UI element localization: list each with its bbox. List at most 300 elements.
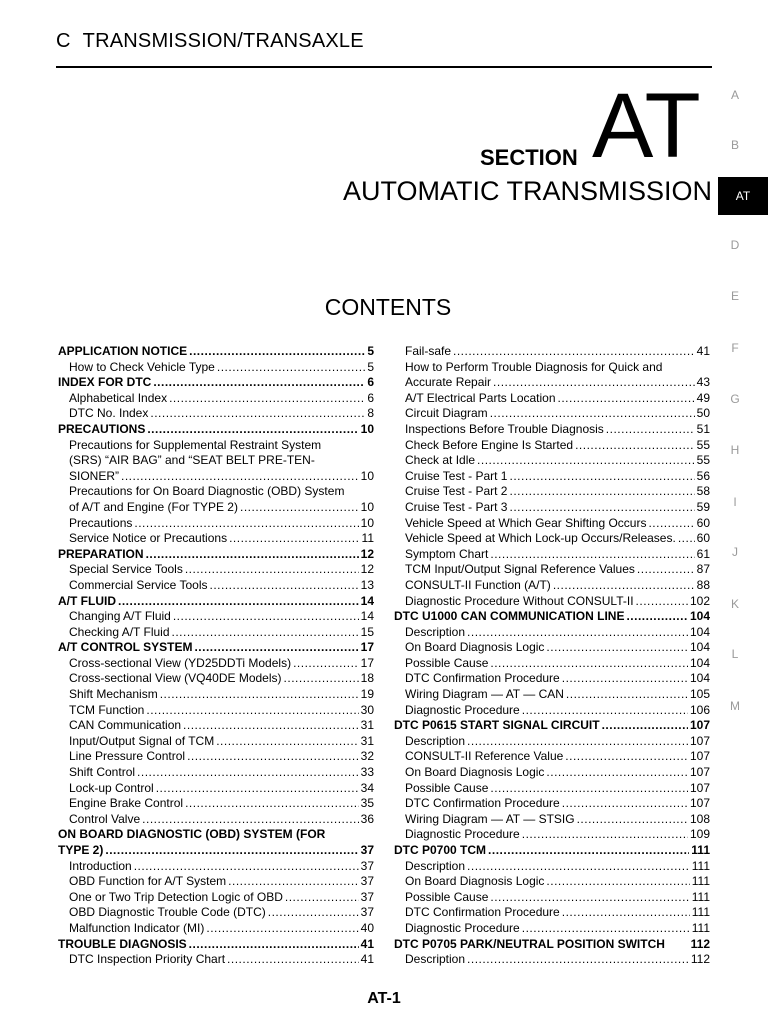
toc-entry[interactable] [58,391,374,407]
header-rule [56,66,712,68]
toc-entry-title: Cruise Test - Part 2 [405,484,508,499]
toc-entry-page: 104 [689,624,710,639]
toc-entry-page: 33 [360,765,374,780]
tab-k[interactable]: K [730,597,739,611]
toc-entry-title: Description [405,624,466,639]
toc-entry-page: 10 [360,468,374,483]
toc-entry[interactable] [58,843,374,859]
toc-entry[interactable] [58,734,374,750]
toc-entry-title: Malfunction Indicator (MI) [69,920,205,935]
toc-entry[interactable] [58,594,374,610]
dot-leader [626,609,688,625]
toc-entry[interactable] [394,671,710,687]
toc-entry-line: Precautions for On Board Diagnostic (OBD) System [69,484,345,499]
section-code: AT [592,75,699,177]
toc-entry-page: 37 [360,889,374,904]
tab-i[interactable]: I [733,495,737,509]
dot-leader [522,827,688,843]
toc-entry-title: Inspections Before Trouble Diagnosis [405,421,604,436]
toc-entry[interactable] [58,625,374,641]
toc-entry-page: 108 [689,811,710,826]
toc-entry-page: 41 [696,344,710,358]
toc-entry[interactable] [58,890,374,906]
toc-entry[interactable] [394,796,710,812]
toc-entry[interactable] [394,438,710,454]
toc-entry-page: 102 [689,593,710,608]
toc-entry-page: 58 [696,484,710,499]
toc-entry-title: TYPE 2) [58,843,104,857]
toc-entry-title: One or Two Trip Detection Logic of OBD [69,889,283,904]
toc-entry[interactable] [394,469,710,485]
toc-entry-title: Cruise Test - Part 3 [405,499,508,514]
dot-leader [477,453,695,469]
toc-entry-page: 105 [689,687,710,702]
dot-leader [467,859,690,875]
toc-entry-page: 107 [689,718,710,733]
section-label: SECTION [480,145,578,170]
toc-entry[interactable] [394,812,710,828]
toc-entry-page: 35 [360,796,374,811]
toc-entry-page: 19 [360,687,374,702]
toc-entry[interactable] [394,640,710,656]
toc-entry-page: 13 [360,577,374,592]
toc-entry[interactable] [58,360,374,376]
toc-entry[interactable] [58,921,374,937]
dot-leader [636,594,688,610]
toc-entry-title: Introduction [69,858,132,873]
dot-leader [566,687,688,703]
toc-entry-title: On Board Diagnosis Logic [405,640,545,655]
toc-entry[interactable] [58,874,374,890]
toc-entry-page: 17 [360,640,374,655]
dot-leader [134,516,358,532]
dot-leader [172,625,359,641]
toc-entry-title: Cross-sectional View (VQ40DE Models) [69,671,282,686]
toc-entry[interactable] [394,952,710,968]
dot-leader [509,469,694,485]
toc-entry-page: 12 [360,562,374,577]
toc-entry-page: 59 [696,499,710,514]
toc-entry-title: Possible Cause [405,889,489,904]
toc-entry-title: Service Notice or Precautions [69,531,228,546]
tab-l[interactable]: L [731,647,739,661]
toc-entry[interactable] [58,781,374,797]
dot-leader [153,375,365,391]
tab-a[interactable]: A [730,88,739,102]
toc-entry-title: Special Service Tools [69,562,183,577]
toc-entry-title: Possible Cause [405,655,489,670]
toc-entry-title: Diagnostic Procedure [405,702,520,717]
toc-entry-title: Commercial Service Tools [69,577,208,592]
toc-entry[interactable] [394,375,710,391]
dot-leader [146,547,359,563]
toc-entry-title: A/T FLUID [58,593,116,608]
toc-entry[interactable] [394,453,710,469]
toc-entry[interactable] [58,469,374,485]
dot-leader [121,469,359,485]
toc-entry[interactable] [58,422,374,438]
toc-entry-title: Checking A/T Fluid [69,624,170,639]
toc-entry[interactable] [394,516,710,532]
toc-entry[interactable] [58,640,374,656]
toc-entry-page: 111 [691,889,710,904]
tab-j[interactable]: J [732,545,738,559]
toc-entry[interactable] [58,937,374,953]
toc-entry[interactable] [394,765,710,781]
toc-entry-page: 51 [696,421,710,436]
toc-entry-page: 107 [689,749,710,764]
toc-entry[interactable] [58,375,374,391]
toc-entry-title: Cross-sectional View (YD25DDTi Models) [69,655,292,670]
dot-leader [565,749,688,765]
toc-entry[interactable] [58,656,374,672]
toc-entry-title: SIONER” [69,468,120,483]
toc-entry[interactable] [394,609,710,625]
toc-entry-page: 50 [696,406,710,421]
toc-entry-title: PRECAUTIONS [58,421,146,436]
toc-entry-page: 104 [689,609,710,624]
dot-leader [227,952,359,968]
toc-entry-page: 112 [690,952,710,967]
toc-entry[interactable] [394,547,710,563]
toc-entry-title: DTC P0705 PARK/NEUTRAL POSITION SWITCH [394,936,665,951]
tab-g[interactable]: G [730,392,740,406]
dot-leader [493,375,695,391]
toc-entry-page: 60 [696,531,710,546]
toc-entry-title: A/T CONTROL SYSTEM [58,640,193,655]
dot-leader [228,874,358,890]
toc-entry-title: DTC Confirmation Procedure [405,671,560,686]
toc-entry[interactable] [394,391,710,407]
toc-entry[interactable] [394,578,710,594]
toc-entry-title: Changing A/T Fluid [69,609,171,624]
toc-entry[interactable] [394,656,710,672]
dot-leader [210,578,359,594]
toc-entry[interactable] [58,531,374,547]
dot-leader [467,952,689,968]
toc-entry[interactable] [394,734,710,750]
dot-leader [206,921,358,937]
toc-entry-page: 41 [360,952,374,967]
toc-entry[interactable] [58,859,374,875]
dot-leader [137,765,359,781]
dot-leader [142,812,358,828]
toc-entry-title: Shift Control [69,765,136,780]
toc-entry[interactable] [394,921,710,937]
toc-entry-page: 11 [361,531,374,546]
toc-entry-title: CAN Communication [69,718,182,733]
toc-entry-page: 111 [691,905,710,920]
dot-leader [637,562,695,578]
dot-leader [453,344,695,360]
toc-entry-title: INDEX FOR DTC [58,375,152,390]
toc-entry[interactable] [394,843,710,859]
dot-leader [488,843,689,859]
toc-entry[interactable] [58,516,374,532]
dot-leader [229,531,359,547]
toc-entry-page: 10 [360,421,374,436]
toc-entry[interactable] [394,718,710,734]
toc-entry[interactable] [58,562,374,578]
toc-entry[interactable] [58,500,374,516]
toc-entry[interactable] [58,796,374,812]
toc-entry[interactable] [58,671,374,687]
dot-leader [293,656,359,672]
toc-entry-page: 30 [360,702,374,717]
toc-entry-title: Shift Mechanism [69,687,158,702]
dot-leader [553,578,695,594]
toc-entry-page: 37 [360,905,374,920]
toc-entry-title: Circuit Diagram [405,406,488,421]
toc-entry-title: DTC Confirmation Procedure [405,905,560,920]
dot-leader [150,406,365,422]
dot-leader [146,703,358,719]
toc-entry-title: Accurate Repair [405,375,492,390]
toc-entry-page: 10 [360,515,374,530]
dot-leader [285,890,359,906]
tab-at[interactable]: AT [718,177,768,215]
toc-entry-title: Vehicle Speed at Which Lock-up Occurs/Releases. [405,531,676,546]
tab-m[interactable]: M [730,699,740,713]
toc-entry-title: Check Before Engine Is Started [405,437,574,452]
toc-entry[interactable] [58,812,374,828]
toc-entry-title: DTC U1000 CAN COMMUNICATION LINE [394,609,625,624]
toc-entry-title: Possible Cause [405,780,489,795]
toc-entry-page: 41 [360,936,374,951]
toc-entry[interactable] [394,625,710,641]
toc-entry-page: 107 [689,796,710,811]
toc-entry[interactable] [394,703,710,719]
toc-entry-title: Wiring Diagram — AT — STSIG [405,811,575,826]
toc-entry[interactable] [394,484,710,500]
toc-entry-page: 107 [689,765,710,780]
toc-entry-page: 15 [360,624,374,639]
toc-entry-page: 37 [360,858,374,873]
dot-leader [490,781,688,797]
toc-entry[interactable] [394,594,710,610]
dot-leader [546,765,688,781]
page-number: AT-1 [367,990,401,1007]
toc-entry-title: OBD Diagnostic Trouble Code (DTC) [69,905,266,920]
chapter-heading [56,30,364,53]
dot-leader [606,422,695,438]
toc-entry[interactable] [394,749,710,765]
toc-entry-title: On Board Diagnosis Logic [405,874,545,889]
toc-entry-line: How to Perform Trouble Diagnosis for Quick and [405,359,663,374]
dot-leader [187,749,359,765]
toc-entry[interactable] [58,703,374,719]
toc-entry-page: 40 [360,920,374,935]
toc-entry-line: Precautions for Supplemental Restraint System [69,437,322,452]
chapter-title: TRANSMISSION/TRANSAXLE [82,30,364,52]
toc-entry-title: APPLICATION NOTICE [58,344,188,358]
toc-entry[interactable] [394,406,710,422]
dot-leader [147,422,358,438]
toc-entry-title: Symptom Chart [405,546,489,561]
toc-entry-page: 34 [360,780,374,795]
toc-entry-title: Alphabetical Index [69,390,168,405]
dot-leader [509,484,694,500]
toc-entry[interactable] [58,905,374,921]
toc-entry-title: OBD Function for A/T System [69,874,227,889]
toc-entry[interactable] [58,344,374,360]
tab-f[interactable]: F [731,341,739,355]
toc-entry-page: 60 [696,515,710,530]
dot-leader [194,640,358,656]
toc-entry-page: 5 [367,344,374,358]
tab-b[interactable]: B [730,138,739,152]
toc-entry[interactable] [58,687,374,703]
toc-entry-page: 55 [696,437,710,452]
contents-title: CONTENTS [324,294,452,320]
toc-entry[interactable] [394,859,710,875]
toc-entry-page: 17 [360,655,374,670]
toc-entry-title: of A/T and Engine (For TYPE 2) [69,499,238,514]
toc-entry-title: Description [405,952,466,967]
dot-leader [577,812,688,828]
toc-entry-title: TCM Input/Output Signal Reference Values [405,562,635,577]
dot-leader [490,656,688,672]
tab-d[interactable]: D [730,238,740,252]
toc-entry-page: 32 [360,749,374,764]
toc-entry-page: 104 [689,671,710,686]
toc-entry-title: Diagnostic Procedure Without CONSULT-II [405,593,634,608]
toc-entry-page: 37 [360,843,374,857]
dot-leader [217,360,365,376]
toc-entry-title: Diagnostic Procedure [405,827,520,842]
toc-entry[interactable] [394,905,710,921]
dot-leader [185,562,359,578]
toc-entry-line: ON BOARD DIAGNOSTIC (OBD) SYSTEM (FOR [58,827,326,842]
dot-leader [546,640,688,656]
toc-entry-title: CONSULT-II Function (A/T) [405,577,551,592]
toc-entry[interactable] [58,547,374,563]
toc-entry-page: 107 [689,733,710,748]
dot-leader [678,531,695,547]
toc-entry[interactable] [394,500,710,516]
toc-entry-title: DTC P0615 START SIGNAL CIRCUIT [394,718,600,733]
toc-entry-page: 31 [360,733,374,748]
toc-entry[interactable] [394,562,710,578]
chapter-letter: C [56,30,71,52]
toc-entry-page: 56 [696,468,710,483]
toc-entry-title: DTC No. Index [69,406,149,421]
toc-entry-page: 112 [690,936,710,951]
toc-entry-page: 43 [696,375,710,390]
dot-leader [169,391,365,407]
tab-e[interactable]: E [730,289,739,303]
toc-entry[interactable] [394,890,710,906]
toc-entry[interactable] [58,749,374,765]
toc-entry[interactable] [58,765,374,781]
dot-leader [134,859,359,875]
toc-entry-title: TCM Function [69,702,145,717]
contents-left-column [58,344,374,968]
toc-entry-page: 87 [696,562,710,577]
toc-entry-page: 10 [360,499,374,514]
toc-entry[interactable] [394,937,710,953]
dot-leader [467,625,688,641]
toc-entry-title: Description [405,733,466,748]
toc-entry[interactable] [394,781,710,797]
toc-entry-title: How to Check Vehicle Type [69,359,215,374]
toc-entry[interactable] [394,827,710,843]
toc-entry-title: Wiring Diagram — AT — CAN [405,687,564,702]
dot-leader [546,874,689,890]
toc-entry-title: Precautions [69,515,133,530]
tab-h[interactable]: H [730,443,740,457]
toc-entry-title: On Board Diagnosis Logic [405,765,545,780]
toc-entry[interactable] [394,531,710,547]
dot-leader [562,671,688,687]
toc-entry-page: 37 [360,874,374,889]
toc-entry-title: DTC Confirmation Procedure [405,796,560,811]
toc-entry[interactable] [58,406,374,422]
toc-entry-page: 14 [360,609,374,624]
dot-leader [189,937,359,953]
toc-entry-title: Engine Brake Control [69,796,184,811]
toc-entry-page: 12 [360,546,374,561]
dot-leader [509,500,694,516]
toc-entry[interactable] [58,718,374,734]
toc-entry[interactable] [58,952,374,968]
toc-entry-page: 18 [360,671,374,686]
toc-entry[interactable] [394,687,710,703]
dot-leader [602,718,688,734]
toc-entry[interactable] [394,344,710,360]
toc-entry-title: Vehicle Speed at Which Gear Shifting Occurs [405,515,647,530]
toc-entry-page: 14 [360,593,374,608]
dot-leader [189,344,365,360]
toc-entry-page: 109 [689,827,710,842]
section-title: AUTOMATIC TRANSMISSION [343,176,713,206]
toc-entry[interactable] [58,578,374,594]
toc-entry[interactable] [394,874,710,890]
toc-entry-page: 107 [689,780,710,795]
toc-entry-title: Diagnostic Procedure [405,920,520,935]
dot-leader [467,734,688,750]
toc-entry-page: 36 [360,811,374,826]
dot-leader [490,547,694,563]
dot-leader [118,594,359,610]
toc-entry[interactable] [394,422,710,438]
dot-leader [575,438,695,454]
dot-leader [185,796,359,812]
toc-entry-page: 5 [367,359,374,374]
toc-entry-page: 49 [696,390,710,405]
dot-leader [490,890,689,906]
toc-entry-page: 6 [367,375,374,390]
toc-entry-page: 88 [696,577,710,592]
toc-entry-title: CONSULT-II Reference Value [405,749,564,764]
toc-entry[interactable] [58,609,374,625]
toc-entry-title: PREPARATION [58,546,144,561]
toc-entry-title: Line Pressure Control [69,749,186,764]
toc-entry-title: Check at Idle [405,453,476,468]
toc-entry-page: 61 [696,546,710,561]
toc-entry-page: 104 [689,640,710,655]
toc-entry-line: (SRS) “AIR BAG” and “SEAT BELT PRE-TEN- [69,453,315,468]
toc-entry-title: A/T Electrical Parts Location [405,390,556,405]
toc-entry-page: 111 [691,843,710,857]
dot-leader [562,905,690,921]
toc-entry-page: 31 [360,718,374,733]
dot-leader [156,781,359,797]
dot-leader [522,703,688,719]
dot-leader [648,516,694,532]
toc-entry-title: Input/Output Signal of TCM [69,733,215,748]
toc-entry-page: 106 [689,702,710,717]
